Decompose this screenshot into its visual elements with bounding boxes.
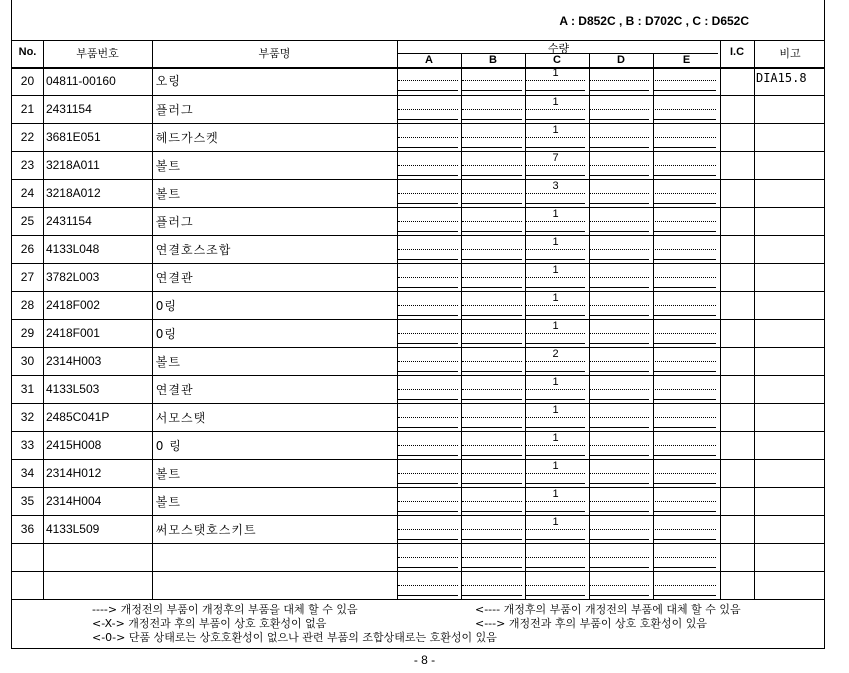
part-name: 서모스탯 (155, 410, 207, 425)
header-qty-a: A (425, 54, 433, 66)
qty-b (460, 207, 524, 235)
row-number: 24 (20, 186, 35, 200)
row-number: 28 (20, 298, 35, 312)
qty-b (460, 67, 524, 95)
table-row (12, 179, 824, 207)
qty-a (396, 487, 460, 515)
part-name: 헤드가스켓 (155, 130, 219, 145)
qty-value: 2 (552, 347, 559, 360)
col-divider (589, 67, 590, 599)
table-row (12, 571, 824, 599)
qty-value: 1 (552, 235, 559, 248)
col-divider (152, 67, 153, 599)
part-number: 4133L048 (45, 242, 100, 256)
qty-e (651, 291, 718, 319)
remark (752, 151, 824, 179)
qty-c (524, 263, 588, 291)
qty-e (651, 487, 718, 515)
ic-cell (718, 347, 752, 375)
part-name: 써모스탯호스키트 (155, 522, 257, 537)
qty-value: 1 (552, 123, 559, 136)
part-number: 3681E051 (45, 130, 101, 144)
qty-c (524, 543, 588, 571)
row-number: 35 (20, 494, 35, 508)
qty-a (396, 67, 460, 95)
remark (752, 403, 824, 431)
qty-a (396, 319, 460, 347)
ic-cell (718, 319, 752, 347)
row-number (12, 571, 43, 599)
qty-b (460, 375, 524, 403)
qty-c (524, 487, 588, 515)
qty-a (396, 235, 460, 263)
remark (752, 95, 824, 123)
part-name: 볼트 (155, 186, 181, 201)
part-number: 4133L509 (45, 522, 100, 536)
remark (752, 319, 824, 347)
qty-a (396, 207, 460, 235)
col-divider (653, 67, 654, 599)
table-row (12, 543, 824, 571)
qty-c (524, 235, 588, 263)
qty-e (651, 263, 718, 291)
part-number: 3218A012 (45, 186, 101, 200)
remark (752, 431, 824, 459)
qty-a (396, 515, 460, 543)
remark (752, 375, 824, 403)
qty-a (396, 543, 460, 571)
qty-e (651, 543, 718, 571)
qty-d (587, 179, 651, 207)
qty-b (460, 515, 524, 543)
qty-d (587, 571, 651, 599)
ic-cell (718, 431, 752, 459)
row-number: 36 (20, 522, 35, 536)
qty-c (524, 515, 588, 543)
ic-cell (718, 67, 752, 95)
table-row (12, 67, 824, 95)
table-row (12, 375, 824, 403)
ic-cell (718, 291, 752, 319)
qty-value: 3 (552, 179, 559, 192)
qty-e (651, 207, 718, 235)
table-row (12, 431, 824, 459)
qty-e (651, 431, 718, 459)
part-name: 연결호스조합 (155, 242, 232, 257)
row-number: 29 (20, 326, 35, 340)
qty-d (587, 347, 651, 375)
qty-e (651, 67, 718, 95)
remark (752, 571, 824, 599)
qty-d (587, 543, 651, 571)
part-name: 0 링 (155, 438, 182, 453)
header-ic: I.C (729, 46, 745, 58)
qty-b (460, 179, 524, 207)
row-number (12, 543, 43, 571)
table-row (12, 487, 824, 515)
header-qty-e: E (682, 54, 691, 66)
qty-c (524, 95, 588, 123)
qty-value: 1 (552, 263, 559, 276)
qty-e (651, 319, 718, 347)
qty-c (524, 207, 588, 235)
qty-c (524, 571, 588, 599)
qty-c (524, 67, 588, 95)
legend-line-1a: ----> 개정전의 부품이 개정후의 부품을 대체 할 수 있음 (92, 603, 358, 616)
part-name: 연결관 (155, 270, 194, 285)
parts-table-frame (11, 0, 825, 649)
qty-e (651, 95, 718, 123)
qty-a (396, 571, 460, 599)
qty-b (460, 291, 524, 319)
qty-c (524, 347, 588, 375)
header-qty-b: B (489, 54, 497, 66)
qty-c (524, 459, 588, 487)
part-number: 2418F001 (45, 326, 100, 340)
row-number: 21 (20, 102, 35, 116)
ic-cell (718, 487, 752, 515)
part-name: 볼트 (155, 354, 181, 369)
qty-b (460, 319, 524, 347)
qty-a (396, 95, 460, 123)
remark (752, 543, 824, 571)
qty-b (460, 151, 524, 179)
qty-a (396, 179, 460, 207)
row-number: 23 (20, 158, 35, 172)
remark (752, 291, 824, 319)
table-row (12, 459, 824, 487)
row-number: 34 (20, 466, 35, 480)
qty-a (396, 347, 460, 375)
qty-b (460, 347, 524, 375)
row-number: 31 (20, 382, 35, 396)
qty-d (587, 515, 651, 543)
qty-d (587, 263, 651, 291)
header-part-number: 부품번호 (76, 47, 119, 60)
qty-value: 7 (552, 151, 559, 164)
qty-b (460, 543, 524, 571)
qty-c (524, 375, 588, 403)
qty-d (587, 235, 651, 263)
part-number: 2418F002 (45, 298, 100, 312)
remark (752, 487, 824, 515)
table-row (12, 235, 824, 263)
part-name: 0링 (155, 326, 178, 341)
qty-c (524, 179, 588, 207)
qty-c (524, 319, 588, 347)
remark (752, 123, 824, 151)
qty-value: 1 (552, 375, 559, 388)
qty-value: 1 (552, 95, 559, 108)
part-number: 2415H008 (45, 438, 102, 452)
part-name: 연결관 (155, 382, 194, 397)
qty-d (587, 403, 651, 431)
qty-d (587, 151, 651, 179)
qty-d (587, 319, 651, 347)
qty-e (651, 179, 718, 207)
table-row (12, 347, 824, 375)
qty-b (460, 431, 524, 459)
qty-a (396, 375, 460, 403)
qty-a (396, 263, 460, 291)
part-name: 볼트 (155, 494, 181, 509)
part-name: 0링 (155, 298, 178, 313)
ic-cell (718, 179, 752, 207)
table-row (12, 319, 824, 347)
qty-value: 1 (552, 67, 559, 79)
qty-a (396, 123, 460, 151)
qty-d (587, 431, 651, 459)
ic-cell (718, 151, 752, 179)
remark (752, 263, 824, 291)
part-number (43, 571, 152, 599)
part-name: 플러그 (155, 102, 194, 117)
qty-value: 1 (552, 515, 559, 528)
qty-b (460, 571, 524, 599)
qty-value: 1 (552, 459, 559, 472)
qty-value: 1 (552, 431, 559, 444)
qty-value: 1 (552, 319, 559, 332)
remark (752, 235, 824, 263)
col-divider (461, 67, 462, 599)
header-remarks: 비고 (779, 47, 801, 60)
qty-c (524, 123, 588, 151)
row-number: 30 (20, 354, 35, 368)
remark (752, 347, 824, 375)
table-row (12, 403, 824, 431)
row-number: 20 (20, 73, 35, 88)
part-name: 플러그 (155, 214, 194, 229)
qty-b (460, 459, 524, 487)
row-number: 32 (20, 410, 35, 424)
parts-table-body (12, 67, 824, 600)
part-number: 3218A011 (45, 158, 100, 172)
col-divider (525, 67, 526, 599)
qty-value: 1 (552, 403, 559, 416)
part-name: 볼트 (155, 466, 181, 481)
qty-b (460, 403, 524, 431)
part-number: 04811-00160 (45, 73, 116, 88)
qty-b (460, 123, 524, 151)
table-row (12, 95, 824, 123)
model-legend: A : D852C , B : D702C , C : D652C (559, 14, 749, 28)
part-number (43, 543, 152, 571)
ic-cell (718, 95, 752, 123)
ic-cell (718, 375, 752, 403)
qty-a (396, 403, 460, 431)
ic-cell (718, 263, 752, 291)
ic-cell (718, 123, 752, 151)
table-row (12, 207, 824, 235)
header-quantity: 수량 (547, 42, 570, 55)
table-row (12, 263, 824, 291)
part-number: 2431154 (45, 102, 92, 116)
col-divider (397, 67, 398, 599)
table-row (12, 515, 824, 543)
qty-c (524, 403, 588, 431)
qty-c (524, 151, 588, 179)
qty-d (587, 291, 651, 319)
part-number: 4133L503 (45, 382, 100, 396)
remark (752, 179, 824, 207)
qty-e (651, 515, 718, 543)
ic-cell (718, 403, 752, 431)
table-row (12, 291, 824, 319)
qty-e (651, 235, 718, 263)
part-name (152, 571, 396, 599)
remark (752, 207, 824, 235)
qty-b (460, 235, 524, 263)
ic-cell (718, 207, 752, 235)
col-divider (720, 67, 721, 599)
row-number: 27 (20, 270, 35, 284)
col-divider (43, 67, 44, 599)
qty-d (587, 487, 651, 515)
part-number: 2431154 (45, 214, 92, 228)
qty-a (396, 431, 460, 459)
table-row (12, 151, 824, 179)
qty-d (587, 459, 651, 487)
part-name: 오링 (155, 74, 181, 89)
qty-a (396, 291, 460, 319)
qty-e (651, 151, 718, 179)
row-number: 33 (20, 438, 35, 452)
qty-value: 1 (552, 487, 559, 500)
qty-b (460, 487, 524, 515)
part-number: 2314H012 (45, 466, 102, 480)
qty-e (651, 347, 718, 375)
qty-d (587, 95, 651, 123)
header-qty-d: D (617, 54, 625, 66)
qty-b (460, 263, 524, 291)
qty-d (587, 207, 651, 235)
remark: DIA15.8 (755, 71, 807, 85)
qty-d (587, 375, 651, 403)
qty-value: 1 (552, 207, 559, 220)
legend-line-2a: <-X-> 개정전과 후의 부품이 상호 호환성이 없음 (92, 617, 327, 630)
page-number: - 8 - (413, 653, 436, 667)
qty-a (396, 151, 460, 179)
qty-d (587, 123, 651, 151)
part-number: 3782L003 (45, 270, 100, 284)
header-part-name: 부품명 (258, 47, 291, 60)
row-number: 22 (20, 130, 35, 144)
qty-a (396, 459, 460, 487)
qty-e (651, 459, 718, 487)
part-number: 2485C041P (45, 410, 110, 424)
remark (752, 459, 824, 487)
ic-cell (718, 515, 752, 543)
table-row (12, 123, 824, 151)
qty-value: 1 (552, 291, 559, 304)
part-name: 볼트 (155, 158, 181, 173)
qty-e (651, 571, 718, 599)
qty-d (587, 67, 651, 95)
ic-cell (718, 235, 752, 263)
col-divider (754, 67, 755, 599)
ic-cell (718, 543, 752, 571)
remark (752, 515, 824, 543)
ic-cell (718, 571, 752, 599)
qty-c (524, 291, 588, 319)
qty-e (651, 403, 718, 431)
part-name (152, 543, 396, 571)
legend-line-3: <-0-> 단품 상태로는 상호호환성이 없으나 관련 부품의 조합상태로는 호환성이 있음 (92, 631, 497, 644)
legend-line-2b: <---> 개정전과 후의 부품이 상호 호환성이 있음 (475, 617, 707, 630)
row-number: 26 (20, 242, 35, 256)
header-qty-c: C (553, 54, 561, 66)
row-number: 25 (20, 214, 35, 228)
legend-line-1b: <---- 개정후의 부품이 개정전의 부품에 대체 할 수 있음 (475, 603, 741, 616)
part-number: 2314H003 (45, 354, 102, 368)
header-no: No. (18, 46, 37, 58)
qty-e (651, 123, 718, 151)
qty-c (524, 431, 588, 459)
qty-e (651, 375, 718, 403)
qty-b (460, 95, 524, 123)
part-number: 2314H004 (45, 494, 102, 508)
ic-cell (718, 459, 752, 487)
